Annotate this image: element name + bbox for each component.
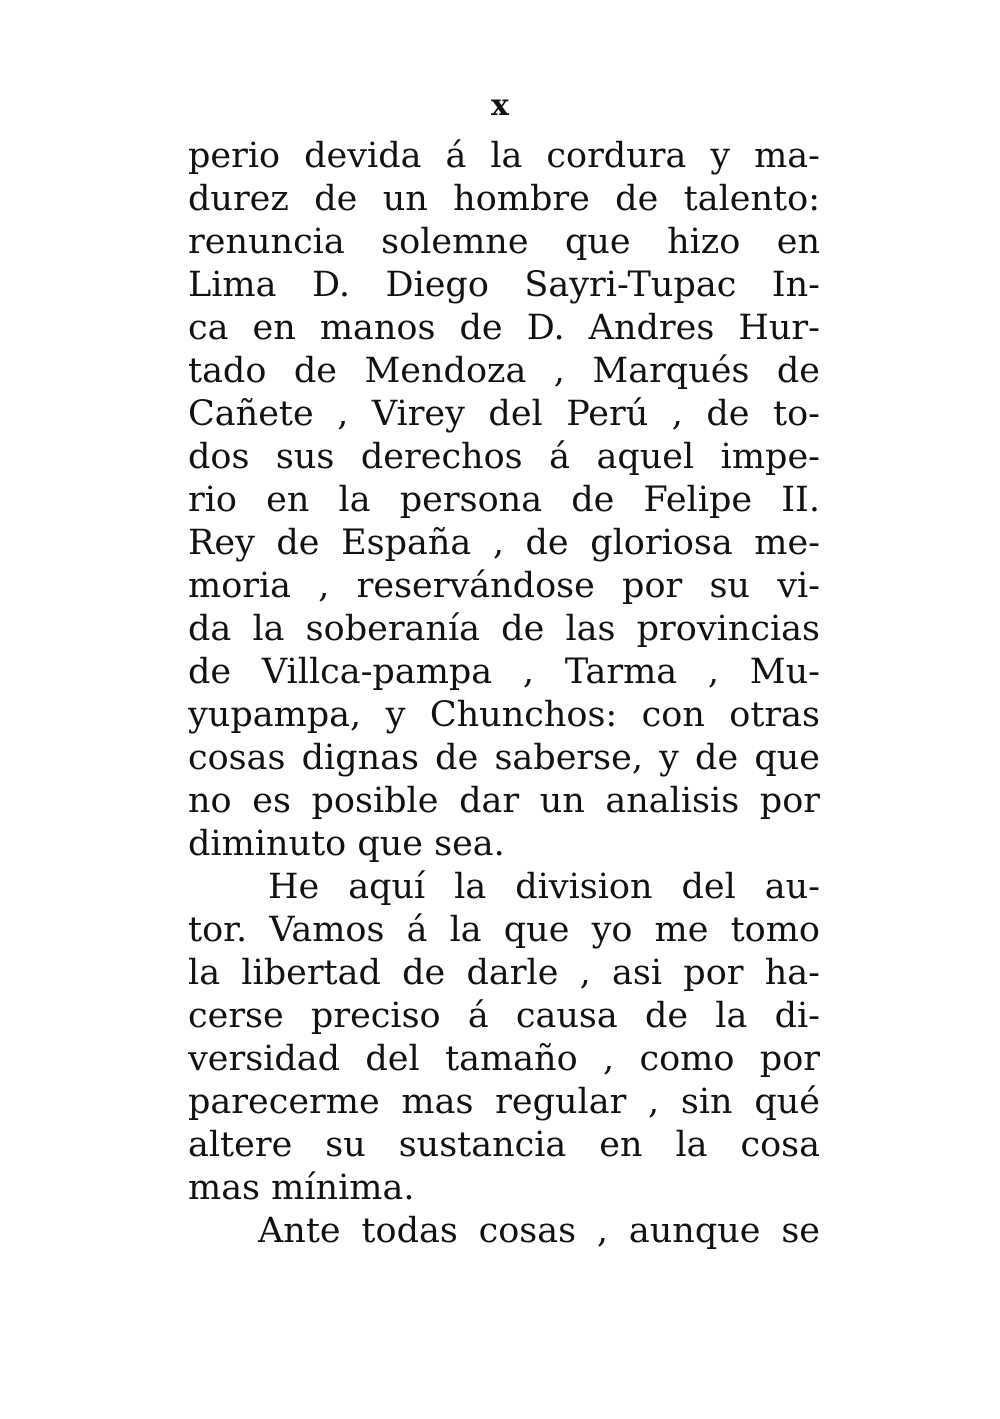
- text-line: He aquí la division del au-: [268, 867, 820, 907]
- text-line: durez de un hombre de talento:: [188, 179, 820, 219]
- text-line: diminuto que sea.: [188, 824, 505, 864]
- text-line: cosas dignas de saberse, y de que: [188, 738, 820, 778]
- text-line: yupampa, y Chunchos: con otras: [188, 695, 820, 735]
- text-line: tor. Vamos á la que yo me tomo: [188, 910, 820, 950]
- text-line: de Villca-pampa , Tarma , Mu-: [188, 652, 820, 692]
- text-line: perio devida á la cordura y ma-: [188, 136, 820, 176]
- body-text: [188, 135, 820, 1253]
- text-line: moria , reservándose por su vi-: [188, 566, 820, 606]
- text-line: da la soberanía de las provincias: [188, 609, 820, 649]
- text-line: la libertad de darle , asi por ha-: [188, 953, 820, 993]
- text-line: Rey de España , de gloriosa me-: [188, 523, 820, 563]
- text-line: ca en manos de D. Andres Hur-: [188, 308, 820, 348]
- text-line: versidad del tamaño , como por: [188, 1039, 820, 1079]
- text-line: mas mínima.: [188, 1168, 415, 1208]
- text-line: altere su sustancia en la cosa: [188, 1125, 820, 1165]
- text-line: dos sus derechos á aquel impe-: [188, 437, 820, 477]
- text-line: Cañete , Virey del Perú , de to-: [188, 394, 820, 434]
- text-line: parecerme mas regular , sin qué: [188, 1082, 820, 1122]
- text-line: Lima D. Diego Sayri-Tupac In-: [188, 265, 820, 305]
- text-line: rio en la persona de Felipe II.: [188, 480, 820, 520]
- text-line: cerse preciso á causa de la di-: [188, 996, 820, 1036]
- text-line: Ante todas cosas , aunque se: [258, 1211, 820, 1251]
- text-line: tado de Mendoza , Marqués de: [188, 351, 820, 391]
- text-line: no es posible dar un analisis por: [188, 781, 820, 821]
- page-number: x: [491, 88, 509, 123]
- text-line: renuncia solemne que hizo en: [188, 222, 820, 262]
